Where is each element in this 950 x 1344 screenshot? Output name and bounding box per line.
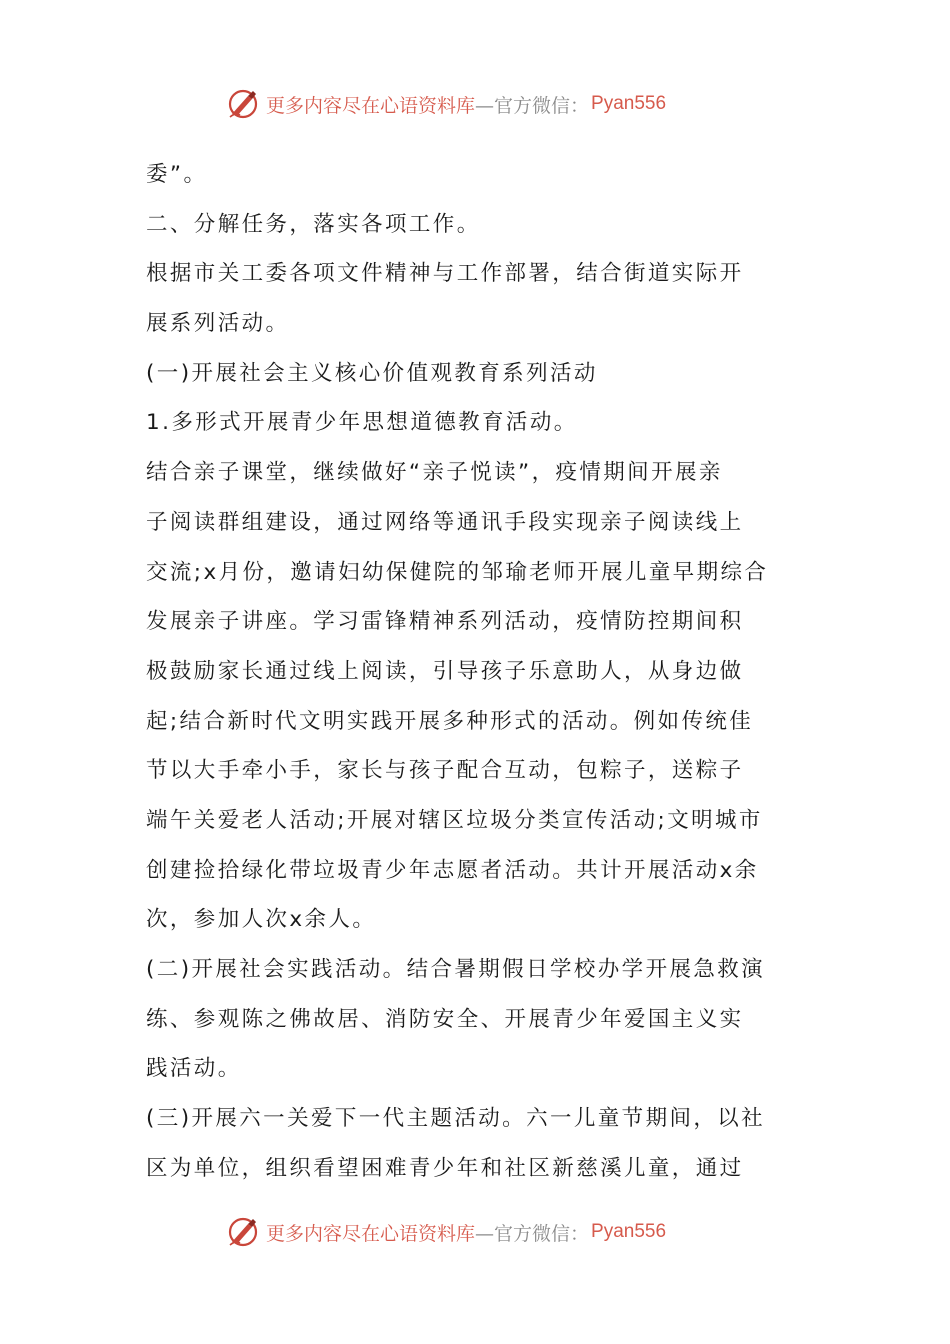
watermark-wechat-label: —官方微信： [475, 94, 590, 117]
text-line: 子阅读群组建设，通过网络等通讯手段实现亲子阅读线上 [146, 509, 744, 535]
subsection-heading: (三)开展六一关爱下一代主题活动。六一儿童节期间，以社 [146, 1106, 766, 1132]
text-line: 践活动。 [146, 1056, 242, 1082]
pen-logo-icon [226, 87, 260, 121]
document-body [146, 150, 806, 1193]
section-heading: 二、分解任务，落实各项工作。 [146, 211, 481, 237]
pen-logo-icon [226, 1215, 260, 1249]
watermark-wechat-id: Pyan556 [591, 93, 667, 114]
subsection-heading: (一)开展社会主义核心价值观教育系列活动 [146, 360, 598, 386]
watermark-site-name: 更多内容尽在心语资料库 [266, 1222, 476, 1245]
text-line: 展系列活动。 [146, 311, 290, 337]
text-line: 结合亲子课堂，继续做好“亲子悦读”，疫情期间开展亲 [146, 460, 723, 486]
item-heading: 1.多形式开展青少年思想道德教育活动。 [146, 410, 578, 436]
watermark-wechat-id: Pyan556 [591, 1221, 667, 1242]
text-line: 交流;x月份，邀请妇幼保健院的邹瑜老师开展儿童早期综合 [146, 559, 769, 585]
text-line: 区为单位，组织看望困难青少年和社区新慈溪儿童，通过 [146, 1155, 744, 1181]
text-line: 创建捡拾绿化带垃圾青少年志愿者活动。共计开展活动x余 [146, 857, 759, 883]
text-line: 练、参观陈之佛故居、消防安全、开展青少年爱国主义实 [146, 1006, 744, 1032]
text-line: 极鼓励家长通过线上阅读，引导孩子乐意助人，从身边做 [146, 658, 744, 684]
subsection-heading: (二)开展社会实践活动。结合暑期假日学校办学开展急救演 [146, 957, 766, 982]
footer-watermark [226, 1212, 666, 1252]
text-line: 起;结合新时代文明实践开展多种形式的活动。例如传统佳 [146, 708, 754, 734]
text-line: 次，参加人次x余人。 [146, 907, 377, 933]
text-line: 节以大手牵小手，家长与孩子配合互动，包粽子，送粽子 [146, 758, 744, 784]
watermark-site-name: 更多内容尽在心语资料库 [266, 94, 476, 117]
text-line: 发展亲子讲座。学习雷锋精神系列活动，疫情防控期间积 [146, 609, 744, 635]
text-line: 委”。 [146, 162, 208, 187]
watermark-wechat-label: —官方微信： [475, 1222, 590, 1245]
text-line: 根据市关工委各项文件精神与工作部署，结合街道实际开 [146, 261, 744, 287]
text-line: 端午关爱老人活动;开展对辖区垃圾分类宣传活动;文明城市 [146, 807, 763, 833]
header-watermark [226, 84, 666, 124]
